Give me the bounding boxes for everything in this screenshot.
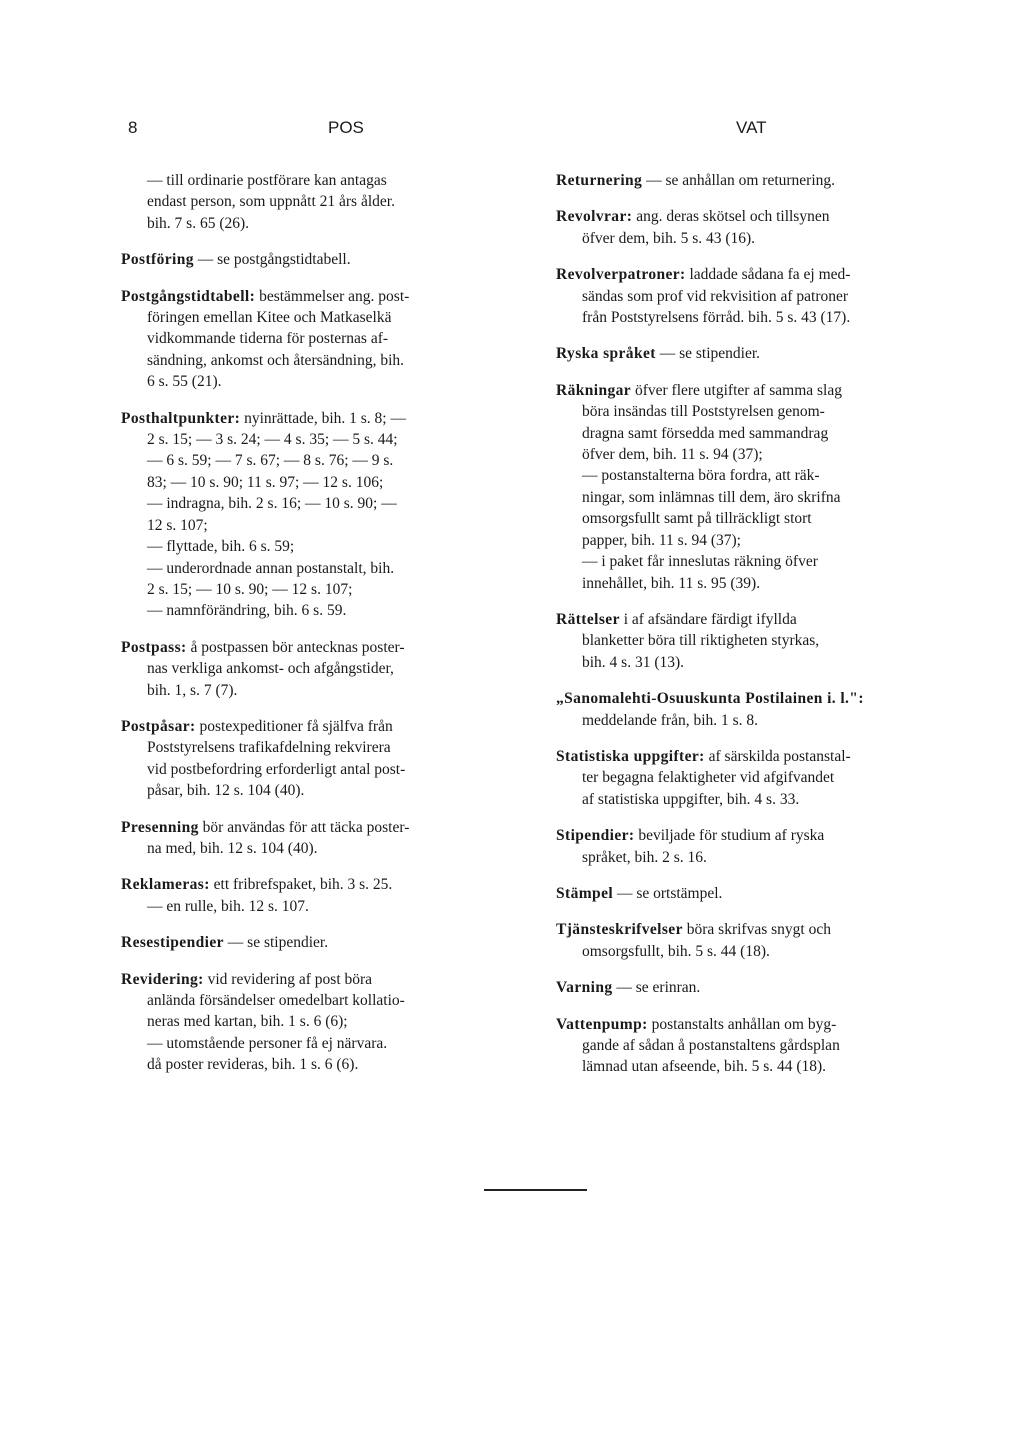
entry-line	[121, 600, 531, 621]
entry-text: — 6 s. 59; — 7 s. 67; — 8 s. 76; — 9 s.	[147, 452, 394, 470]
entry-line	[556, 530, 966, 551]
index-entry	[121, 170, 531, 234]
entry-first-line	[556, 380, 966, 401]
entry-line	[121, 838, 531, 859]
entry-line	[121, 450, 531, 471]
running-head-right: VAT	[736, 118, 767, 137]
entry-first-line	[121, 637, 531, 658]
entry-text: bestämmelser ang. post-	[255, 287, 410, 305]
entry-text: innehållet, bih. 11 s. 95 (39).	[582, 574, 761, 592]
entry-text: bör användas för att täcka poster-	[198, 818, 410, 836]
entry-text: laddade sådana fa ej med-	[685, 266, 851, 284]
entry-line	[121, 472, 531, 493]
entry-line	[121, 191, 531, 212]
entry-text: bih. 7 s. 65 (26).	[147, 214, 250, 232]
entry-text: — utomstående personer få ej närvara.	[147, 1034, 388, 1052]
entry-text: anlända försändelser omedelbart kollatio-	[147, 992, 405, 1009]
entry-text: postanstalts anhållan om byg-	[647, 1015, 837, 1033]
entry-line	[556, 551, 966, 572]
entry-line	[121, 990, 531, 1011]
entry-first-line	[556, 609, 966, 630]
entry-text: — i paket får inneslutas räkning öfver	[582, 553, 818, 571]
entry-first-line	[121, 249, 531, 270]
entry-first-line	[556, 264, 966, 285]
entry-text: sändas som prof vid rekvisition af patroner	[582, 287, 849, 305]
entry-line	[121, 536, 531, 557]
entry-text: nas verkliga ankomst- och afgångstider,	[147, 660, 394, 678]
entry-first-line	[556, 977, 966, 998]
entry-headword: Ryska språket	[556, 345, 656, 363]
entry-line	[121, 680, 531, 701]
entry-headword: Postpass:	[121, 638, 187, 656]
index-entry	[556, 264, 966, 328]
entry-headword: Stipendier:	[556, 827, 635, 845]
entry-first-line	[121, 817, 531, 838]
entry-text: ett fribrefspaket, bih. 3 s. 25.	[209, 876, 393, 894]
entry-first-line	[121, 408, 531, 429]
entry-text: 6 s. 55 (21).	[147, 373, 222, 391]
entry-line	[121, 759, 531, 780]
entry-text: böra insändas till Poststyrelsen genom-	[582, 403, 825, 421]
entry-text: 2 s. 15; — 3 s. 24; — 4 s. 35; — 5 s. 44;	[147, 431, 398, 449]
entry-text: — en rulle, bih. 12 s. 107.	[147, 897, 309, 915]
index-entry	[121, 637, 531, 701]
entry-line	[121, 350, 531, 371]
entry-text: — underordnade annan postanstalt, bih.	[147, 559, 395, 577]
entry-text: omsorgsfullt samt på tillräckligt stort	[582, 510, 812, 528]
entry-line	[121, 371, 531, 392]
entry-headword: Statistiska uppgifter:	[556, 747, 705, 765]
entry-text: öfver flere utgifter af samma slag	[631, 381, 842, 399]
entry-headword: Stämpel	[556, 884, 614, 902]
entry-line	[556, 1056, 966, 1077]
entry-line	[556, 307, 966, 328]
entry-first-line	[121, 932, 531, 953]
entry-line	[121, 493, 531, 514]
entry-text: papper, bih. 11 s. 94 (37);	[582, 531, 741, 549]
entry-text: 12 s. 107;	[147, 516, 208, 534]
entry-headword: Rättelser	[556, 610, 620, 628]
entry-line	[556, 508, 966, 529]
entry-text: — indragna, bih. 2 s. 16; — 10 s. 90; —	[147, 495, 397, 513]
index-entry	[556, 825, 966, 868]
entry-line	[556, 1035, 966, 1056]
entry-text: — se ortstämpel.	[613, 884, 723, 902]
entry-text: — till ordinarie postförare kan antagas	[147, 172, 387, 189]
entry-line	[121, 1011, 531, 1032]
entry-headword: Presenning	[121, 818, 199, 836]
entry-text: föringen emellan Kitee och Matkaselkä	[147, 309, 392, 327]
entry-first-line	[121, 969, 531, 990]
entry-first-line	[121, 874, 531, 895]
entry-text: bih. 4 s. 31 (13).	[582, 653, 685, 671]
entry-text: vid postbefordring erforderligt antal post-	[147, 760, 406, 778]
index-entry	[556, 688, 966, 731]
entry-text: — se stipendier.	[223, 934, 329, 952]
entry-text: af statistiska uppgifter, bih. 4 s. 33.	[582, 790, 800, 808]
entry-text: då poster revideras, bih. 1 s. 6 (6).	[147, 1056, 359, 1074]
entry-text: bih. 1, s. 7 (7).	[147, 681, 238, 699]
entry-line	[556, 487, 966, 508]
page-number: 8	[128, 118, 138, 137]
entry-text: af särskilda postanstal-	[704, 747, 851, 765]
entry-text: påsar, bih. 12 s. 104 (40).	[147, 782, 305, 800]
footer-rule	[484, 1189, 587, 1191]
entry-headword: Varning	[556, 979, 613, 997]
entry-first-line	[556, 170, 966, 191]
entry-headword: Räkningar	[556, 381, 632, 399]
entry-line	[556, 767, 966, 788]
entry-first-line	[121, 716, 531, 737]
index-entry	[121, 286, 531, 393]
running-head-left: POS	[328, 118, 364, 137]
entry-headword: Postgångstidtabell:	[121, 287, 256, 305]
entry-text: språket, bih. 2 s. 16.	[582, 848, 707, 866]
entry-headword: Revidering:	[121, 970, 204, 988]
entry-text: 83; — 10 s. 90; 11 s. 97; — 12 s. 106;	[147, 473, 384, 491]
entry-text: öfver dem, bih. 11 s. 94 (37);	[582, 446, 763, 464]
entry-text: — postanstalterna böra fordra, att räk-	[582, 467, 820, 485]
entry-text: beviljade för studium af ryska	[634, 827, 825, 845]
entry-text: neras med kartan, bih. 1 s. 6 (6);	[147, 1013, 348, 1031]
entry-text: ang. deras skötsel och tillsynen	[632, 208, 830, 226]
index-entry	[121, 932, 531, 953]
entry-text: na med, bih. 12 s. 104 (40).	[147, 839, 318, 857]
index-entry	[121, 249, 531, 270]
entry-line	[121, 780, 531, 801]
entry-line	[556, 652, 966, 673]
entry-text: postexpeditioner få själfva från	[195, 717, 393, 735]
entry-headword: „Sanomalehti-Osuuskunta Postilainen i. l.":	[556, 690, 864, 708]
entry-first-line	[556, 746, 966, 767]
entry-headword: Returnering	[556, 172, 643, 189]
entry-line	[121, 896, 531, 917]
entry-text: meddelande från, bih. 1 s. 8.	[582, 711, 759, 729]
entry-line	[121, 558, 531, 579]
entry-text: — se postgångstidtabell.	[193, 251, 351, 269]
left-column	[121, 170, 531, 1091]
entry-line	[121, 213, 531, 234]
entry-text: 2 s. 15; — 10 s. 90; — 12 s. 107;	[147, 580, 353, 598]
entry-line	[556, 630, 966, 651]
entry-text: sändning, ankomst och återsändning, bih.	[147, 351, 404, 369]
entry-line	[556, 710, 966, 731]
entry-line	[121, 515, 531, 536]
entry-headword: Reklameras:	[121, 876, 210, 894]
index-entry	[121, 408, 531, 622]
index-entry	[556, 883, 966, 904]
index-entry	[556, 609, 966, 673]
entry-line	[556, 573, 966, 594]
entry-line	[556, 401, 966, 422]
index-entry	[556, 170, 966, 191]
index-entry	[556, 343, 966, 364]
entry-line	[556, 444, 966, 465]
index-entry	[121, 817, 531, 860]
entry-first-line	[556, 343, 966, 364]
entry-first-line	[556, 883, 966, 904]
index-entry	[556, 206, 966, 249]
entry-line	[556, 286, 966, 307]
entry-first-line	[556, 825, 966, 846]
entry-line	[121, 307, 531, 328]
entry-text: böra skrifvas snygt och	[682, 921, 831, 939]
entry-headword: Revolverpatroner:	[556, 266, 686, 284]
entry-line	[556, 465, 966, 486]
entry-text: — se stipendier.	[655, 345, 761, 363]
entry-line	[556, 228, 966, 249]
entry-headword: Posthaltpunkter:	[121, 409, 241, 427]
entry-text: — flyttade, bih. 6 s. 59;	[147, 538, 295, 556]
entry-first-line	[121, 170, 531, 191]
entry-text: gande af sådan å postanstaltens gårdsplan	[582, 1037, 840, 1054]
entry-line	[121, 1033, 531, 1054]
entry-line	[121, 328, 531, 349]
entry-text: vidkommande tiderna för posternas af-	[147, 330, 389, 348]
entry-headword: Postpåsar:	[121, 717, 196, 735]
index-entry	[556, 919, 966, 962]
entry-line	[556, 941, 966, 962]
entry-headword: Vattenpump:	[556, 1015, 648, 1033]
index-entry	[121, 874, 531, 917]
index-entry	[556, 746, 966, 810]
entry-text: — se anhållan om returnering.	[642, 172, 836, 189]
entry-text: öfver dem, bih. 5 s. 43 (16).	[582, 229, 756, 247]
index-entry	[556, 380, 966, 594]
entry-first-line	[556, 919, 966, 940]
entry-text: — se erinran.	[612, 979, 701, 997]
entry-text: ter begagna felaktigheter vid afgifvandet	[582, 769, 835, 787]
entry-text: omsorgsfullt, bih. 5 s. 44 (18).	[582, 942, 770, 960]
entry-line	[121, 1054, 531, 1075]
entry-headword: Postföring	[121, 251, 194, 269]
entry-text: blanketter böra till riktigheten styrkas,	[582, 632, 820, 650]
entry-text: från Poststyrelsens förråd. bih. 5 s. 43 (17).	[582, 309, 851, 327]
entry-text: ningar, som inlämnas till dem, äro skrifna	[582, 488, 841, 506]
entry-first-line	[556, 1014, 966, 1035]
entry-first-line	[121, 286, 531, 307]
entry-text: i af afsändare färdigt ifyllda	[619, 610, 797, 628]
entry-line	[556, 423, 966, 444]
index-entry	[556, 1014, 966, 1078]
right-column	[556, 170, 966, 1093]
entry-text: å postpassen bör antecknas poster-	[186, 638, 405, 656]
entry-line	[121, 658, 531, 679]
entry-line	[121, 737, 531, 758]
index-entry	[121, 716, 531, 802]
entry-first-line	[556, 688, 966, 709]
entry-text: endast person, som uppnått 21 års ålder.	[147, 193, 395, 211]
entry-text: Poststyrelsens trafikafdelning rekvirera	[147, 739, 391, 757]
entry-text: — namnförändring, bih. 6 s. 59.	[147, 602, 347, 620]
entry-line	[556, 847, 966, 868]
entry-line	[121, 429, 531, 450]
entry-text: vid revidering af post böra	[203, 970, 373, 988]
index-entry	[121, 969, 531, 1076]
entry-text: nyinrättade, bih. 1 s. 8; —	[240, 409, 406, 427]
index-entry	[556, 977, 966, 998]
entry-line	[556, 789, 966, 810]
entry-headword: Resestipendier	[121, 934, 224, 952]
entry-text: lämnad utan afseende, bih. 5 s. 44 (18).	[582, 1058, 827, 1076]
entry-line	[121, 579, 531, 600]
entry-headword: Revolvrar:	[556, 208, 633, 226]
entry-text: dragna samt försedda med sammandrag	[582, 424, 829, 442]
running-header	[0, 118, 1024, 142]
entry-first-line	[556, 206, 966, 227]
entry-headword: Tjänsteskrifvelser	[556, 921, 683, 939]
